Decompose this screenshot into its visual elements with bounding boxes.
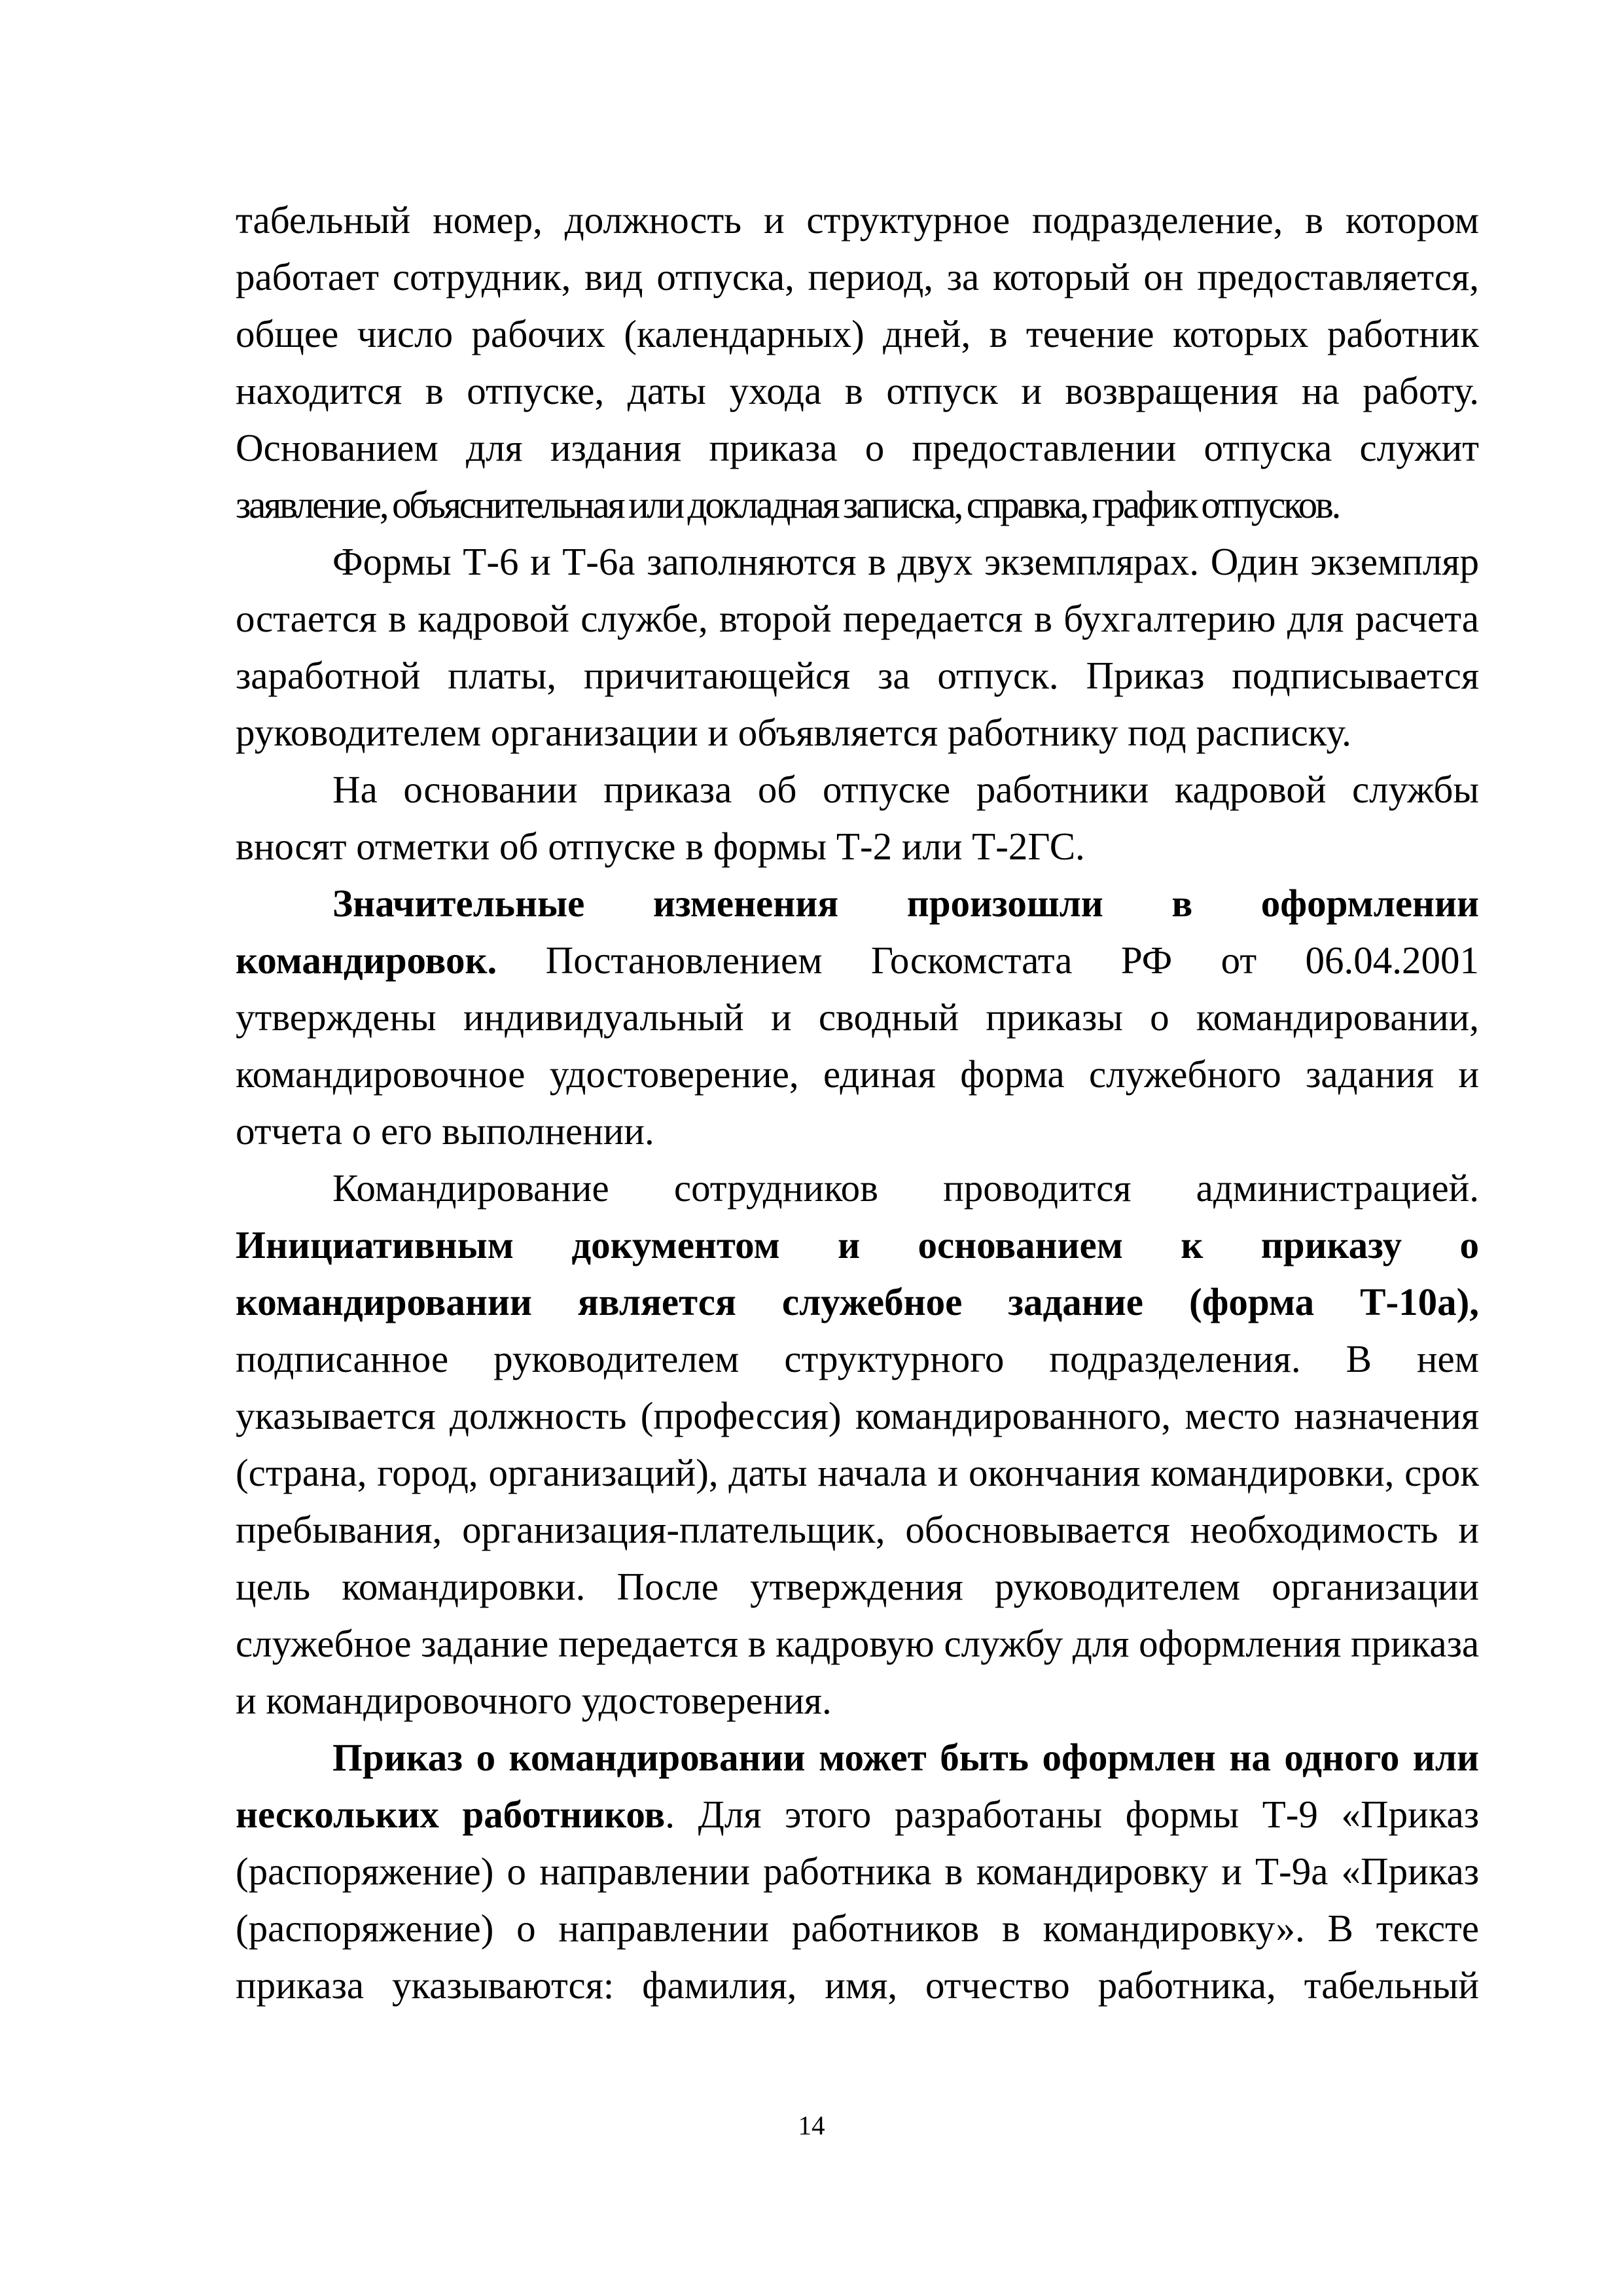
text-run: подписанное руководителем структурного подразделения. В нем (236, 1337, 1479, 1380)
paragraph (236, 875, 1479, 1160)
text-line (236, 875, 1479, 932)
bold-text: командировании является служебное задание (форма Т-10а), (236, 1280, 1479, 1323)
text-line (236, 1046, 1479, 1103)
text-run: цель командировки. После утверждения руководителем организации (236, 1565, 1479, 1608)
text-line (236, 1672, 1479, 1729)
bold-text: командировок. (236, 939, 497, 982)
text-line (236, 1103, 1479, 1160)
text-run: заявление, объяснительная или докладная записка, справка, график отпусков. (236, 483, 1340, 526)
paragraph (236, 192, 1479, 533)
bold-text: Приказ о командировании может быть оформлен на одного или (332, 1736, 1479, 1779)
text-run: командировочное удостоверение, единая форма служебного задания и (236, 1052, 1479, 1096)
text-run: остается в кадровой службе, второй передается в бухгалтерию для расчета (236, 597, 1479, 640)
text-run: вносят отметки об отпуске в формы Т-2 или Т-2ГС. (236, 825, 1085, 868)
text-line (236, 932, 1479, 989)
text-run: служебное задание передается в кадровую службу для оформления приказа (236, 1622, 1480, 1665)
paragraph (236, 1160, 1479, 1729)
bold-text: Инициативным документом и основанием к приказу о (236, 1223, 1479, 1266)
text-run: работает сотрудник, вид отпуска, период, за который он предоставляется, (236, 255, 1479, 298)
text-line (236, 1957, 1479, 2014)
paragraph (236, 533, 1479, 761)
bold-text: Значительные изменения произошли в оформлении (332, 882, 1479, 925)
text-line (236, 420, 1479, 476)
paragraph (236, 1729, 1479, 2014)
text-run: утверждены индивидуальный и сводный приказы о командировании, (236, 996, 1479, 1039)
text-line (236, 1615, 1479, 1672)
text-run: Формы Т-6 и Т-6а заполняются в двух экземплярах. Один экземпляр (332, 540, 1479, 583)
text-line (236, 476, 1479, 533)
text-line (236, 704, 1479, 761)
page-number: 14 (798, 2110, 825, 2140)
text-run: заработной платы, причитающейся за отпуск. Приказ подписывается (236, 654, 1479, 697)
text-run: Основанием для издания приказа о предоставлении отпуска служит (236, 426, 1479, 469)
text-line (236, 1729, 1479, 1786)
text-run: На основании приказа об отпуске работники кадровой службы (332, 768, 1479, 811)
text-run: руководителем организации и объявляется работнику под расписку. (236, 711, 1351, 754)
text-line (236, 192, 1479, 249)
text-line (236, 1274, 1479, 1331)
text-run: общее число рабочих (календарных) дней, в течение которых работник (236, 312, 1479, 355)
text-line (236, 761, 1479, 818)
text-run: Постановлением Госкомстата РФ от 06.04.2001 (497, 939, 1479, 982)
text-line (236, 363, 1479, 420)
text-run: и командировочного удостоверения. (236, 1679, 832, 1722)
text-line (236, 249, 1479, 306)
text-run: приказа указываются: фамилия, имя, отчество работника, табельный (236, 1964, 1479, 2007)
text-run: (распоряжение) о направлении работников в командировку». В тексте (236, 1907, 1479, 1950)
text-run: (распоряжение) о направлении работника в командировку и Т-9а «Приказ (236, 1850, 1479, 1893)
text-line (236, 590, 1479, 647)
text-line (236, 1558, 1479, 1615)
text-line (236, 1217, 1479, 1274)
page-body (236, 192, 1479, 2014)
text-line (236, 1843, 1479, 1900)
text-line (236, 818, 1479, 875)
text-run: отчета о его выполнении. (236, 1109, 654, 1153)
text-run: находится в отпуске, даты ухода в отпуск и возвращения на работу. (236, 369, 1479, 412)
text-line (236, 1900, 1479, 1957)
text-run: табельный номер, должность и структурное подразделение, в котором (236, 198, 1479, 242)
text-run: Командирование сотрудников проводится администрацией. (332, 1166, 1479, 1210)
text-run: (страна, город, организаций), даты начала и окончания командировки, срок (236, 1451, 1479, 1494)
text-line (236, 1331, 1479, 1388)
text-line (236, 1501, 1479, 1558)
text-line (236, 533, 1479, 590)
text-line (236, 989, 1479, 1046)
bold-text: нескольких работников (236, 1793, 666, 1836)
text-line (236, 1160, 1479, 1217)
text-run: пребывания, организация-плательщик, обосновывается необходимость и (236, 1508, 1479, 1551)
text-line (236, 1786, 1479, 1843)
paragraph (236, 761, 1479, 875)
text-run: . Для этого разработаны формы Т-9 «Приказ (665, 1793, 1479, 1836)
text-line (236, 647, 1479, 704)
text-line (236, 306, 1479, 363)
text-line (236, 1388, 1479, 1444)
text-run: указывается должность (профессия) командированного, место назначения (236, 1394, 1479, 1437)
text-line (236, 1444, 1479, 1501)
